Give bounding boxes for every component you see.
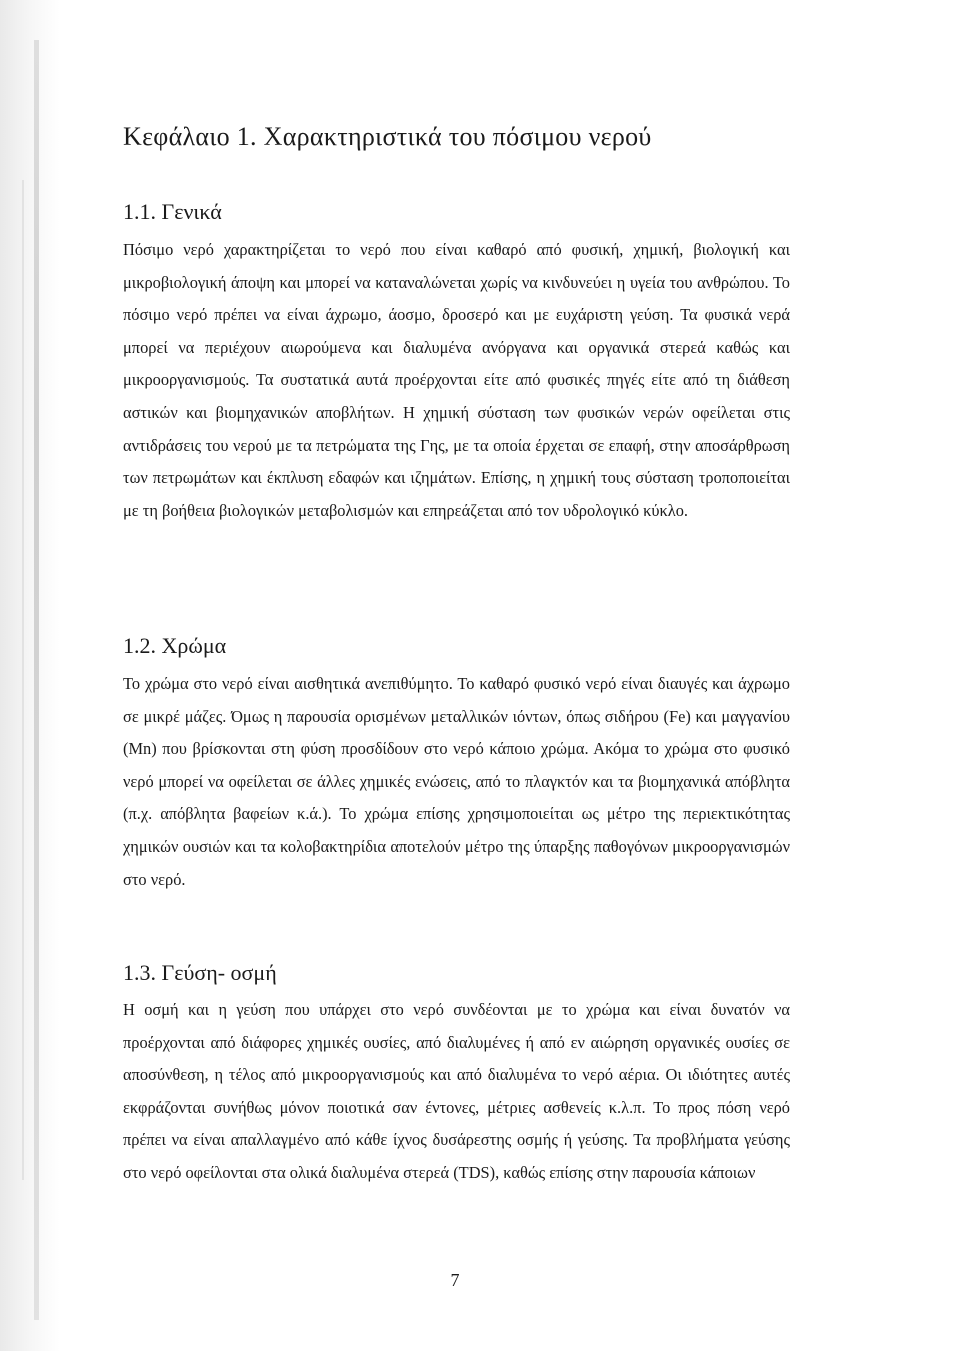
scan-edge-line <box>34 40 39 1320</box>
scan-edge-line-faint <box>22 180 24 1180</box>
section-paragraph-color: Το χρώμα στο νερό είναι αισθητικά ανεπιθύμητο. Το καθαρό φυσικό νερό είναι διαυγές και άχρωμο σε μικρέ μάζες. Όμως η παρουσία ορισμένων μεταλλικών ιόντων, όπως σιδήρου (Fe) και μαγγανίου (Mn) που βρίσκονται στη φύση προσδίδουν στο νερό κάποιο χρώμα. Ακόμα το χρώμα στο φυσικό νερό μπορεί να οφείλεται σε άλλες χημικές ενώσεις, από το πλαγκτόν και τα βιομηχανικά απόβλητα (π.χ. απόβλητα βαφείων κ.ά.). Το χρώμα επίσης χρησιμοποιείται ως μέτρο της περιεκτικότητας χημικών ουσιών και τα κολοβακτηρίδια αποτελούν μέτρο της ύπαρξης παθογόνων μικροοργανισμών στο νερό. <box>123 674 790 889</box>
page-number: 7 <box>450 1270 460 1290</box>
section-heading-color: 1.2. Χρώμα <box>123 633 227 658</box>
section-paragraph-general: Πόσιμο νερό χαρακτηρίζεται το νερό που είναι καθαρό από φυσική, χημική, βιολογική και μικροβιολογική άποψη και μπορεί να καταναλώνεται χωρίς να κινδυνεύει η υγεία του ανθρώπου. Το πόσιμο νερό πρέπει να είναι άχρωμο, άοσμο, δροσερό και με ευχάριστη γεύση. Τα φυσικά νερά μπορεί να περιέχουν αιωρούμενα και διαλυμένα ανόργανα και οργανικά στερεά καθώς και μικροοργανισμούς. Τα συστατικά αυτά προέρχονται είτε από φυσικές πηγές είτε από τη διάθεση αστικών και βιομηχανικών αποβλήτων. Η χημική σύσταση των φυσικών νερών οφείλεται στις αντιδράσεις του νερού με τα πετρώματα της Γης, με τα οποία έρχεται σε επαφή, στην αποσάρθρωση των πετρωμάτων και έκπλυση εδαφών και ιζημάτων. Επίσης, η χημική τους σύσταση τροποποιείται με τη βοήθεια βιολογικών μεταβολισμών και επηρεάζεται από τον υδρολογικό κύκλο. <box>123 240 790 520</box>
section-heading-general: 1.1. Γενικά <box>123 199 222 224</box>
chapter-title: Κεφάλαιο 1. Χαρακτηριστικά του πόσιμου νερού <box>123 122 652 151</box>
section-heading-taste-odor: 1.3. Γεύση- οσμή <box>123 960 277 985</box>
section-paragraph-taste-odor: Η οσμή και η γεύση που υπάρχει στο νερό συνδέονται με το χρώμα και είναι δυνατόν να προέρχονται από διάφορες χημικές ουσίες, από διαλυμένες ή από εν αιώρηση οργανικές ουσίες σε αποσύνθεση, η τέλος από μικροοργανισμούς και από διαλυμένα το νερό αέρια. Οι ιδιότητες αυτές εκφράζονται συνήθως μόνον ποιοτικά σαν έντονες, μέτριες ασθενείς κ.λ.π. Το προς πόση νερό πρέπει να είναι απαλλαγμένο από κάθε ίχνος δυσάρεστης οσμής ή γεύσης. Τα προβλήματα γεύσης στο νερό οφείλονται στα ολικά διαλυμένα στερεά (TDS), καθώς επίσης στην παρουσία κάποιων <box>123 1000 790 1182</box>
scan-edge-shadow <box>0 0 60 1351</box>
